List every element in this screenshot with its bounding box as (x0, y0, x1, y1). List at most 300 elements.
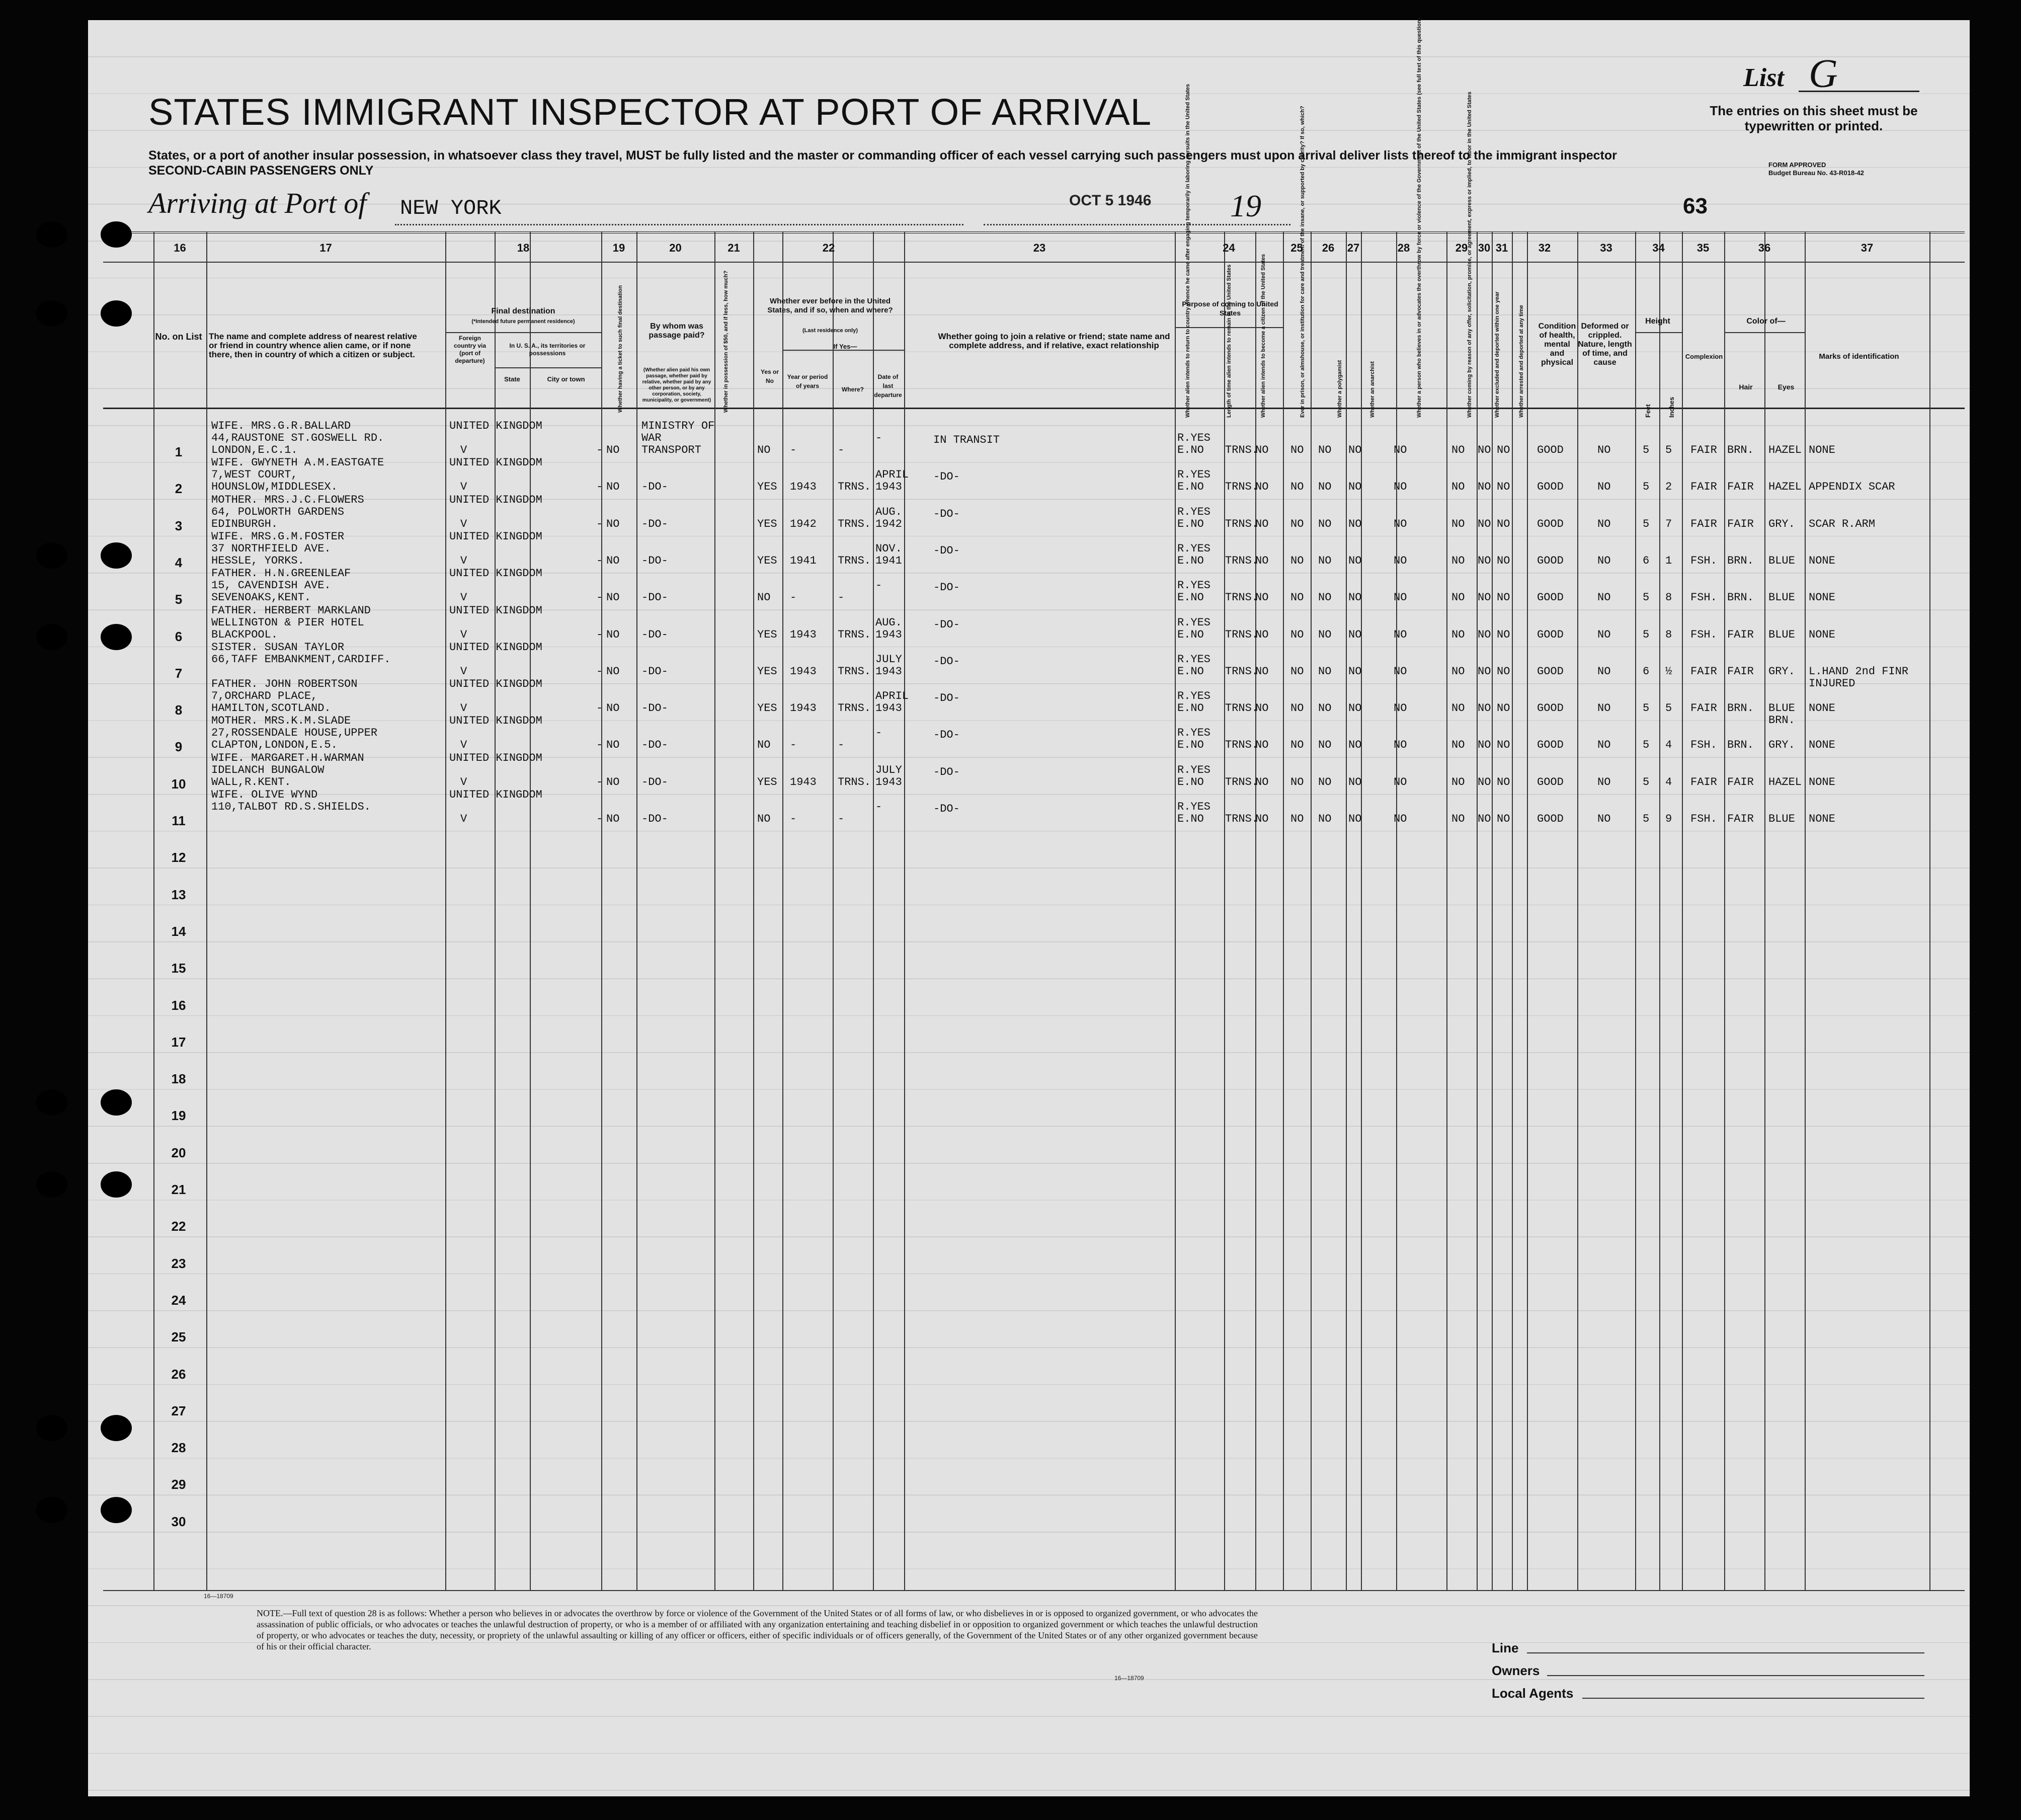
ever-before-value: YES (757, 665, 777, 678)
header-passage-note: (Whether alien paid his own passage, whether paid by relative, whether paid by any other person, or by any corporation, society, municipality, or government) (642, 367, 711, 403)
punch-hole (36, 1089, 67, 1116)
foreign-country: UNITED KINGDOM (449, 530, 542, 543)
row-number: 12 (171, 850, 186, 865)
last-departure-date: - (875, 579, 882, 592)
ticket-value: NO (606, 591, 620, 604)
column-divider (753, 231, 754, 1590)
foreign-country: UNITED KINGDOM (449, 788, 542, 801)
page-subtitle: States, or a port of another insular possession, in whatsoever class they travel, MUST be fully listed and the master or commanding officer of each vessel carrying such passengers must upon arrival deliver lists thereof to the immigrant inspector (148, 148, 1617, 163)
year-value: 1941 (790, 554, 817, 567)
header-purpose-return: Whether alien intends to return to country whence he came after engaging temporarily in laboring pursuits in the United States (1185, 84, 1191, 418)
purpose-return: R.YES (1177, 505, 1211, 518)
table-top-rule (103, 231, 1965, 233)
question-28-note: NOTE.—Full text of question 28 is as follows: Whether a person who believes in or advocates the overthrow by force or violence of the Government of the United States or of all forms of law, or who disbelieves in or is opposed to organized government, or who advocates the assassination of public officials, or who advocates or teaches the unlawful destruction of property, or who is a member of or affiliated with any organization entertaining and teaching disbelief in or opposition to organized government or which teaches the unlawful destruction of property, or who advocates or teaches the duty, necessity, or propriety of the unlawful assaulting or killing of any officer or officers, either of specific individuals or of officers generally, of the Government of the United States or of any other organized government because of his or their official character. (257, 1608, 1258, 1651)
destination-subrule (445, 332, 601, 333)
purpose-return: R.YES (1177, 616, 1211, 629)
excluded-answer: NO (1478, 702, 1491, 715)
health-value: GOOD (1537, 813, 1564, 825)
height-inches: 4 (1665, 739, 1672, 752)
identification-marks: NONE (1809, 775, 1835, 788)
relative-address-line: IDELANCH BUNGALOW (211, 763, 325, 776)
height-inches: 5 (1665, 702, 1672, 715)
anarchist-answer: NO (1348, 517, 1362, 530)
column-number: 32 (1538, 242, 1551, 254)
prison-answer: NO (1290, 702, 1304, 715)
relative-address-line: WALL,R.KENT. (211, 775, 291, 788)
complexion-value: FAIR (1690, 444, 1717, 456)
state-value: V (460, 628, 467, 641)
hair-color: BRN. (1727, 591, 1754, 604)
length-of-stay: TRNS. (1225, 554, 1259, 567)
ticket-value: NO (606, 517, 620, 530)
where-value: - (838, 444, 845, 456)
row-number: 29 (171, 1477, 186, 1492)
header-last-residence: (Last residence only) (802, 328, 858, 334)
column-divider (1361, 231, 1362, 1590)
column-divider (1175, 231, 1176, 1590)
complexion-value: FSH. (1690, 739, 1717, 752)
header-anarchist: Whether an anarchist (1369, 361, 1376, 418)
labor-offer-answer: NO (1451, 775, 1465, 788)
row-number: 13 (171, 887, 186, 902)
foreign-country: UNITED KINGDOM (449, 678, 542, 691)
column-divider (714, 231, 715, 1590)
polygamist-answer: NO (1318, 739, 1332, 752)
header-arrested: Whether arrested and deported at any time (1518, 305, 1524, 418)
destination-dash: - (596, 813, 603, 825)
year-value: 1942 (790, 517, 817, 530)
last-departure-date: AUG. 1942 (875, 505, 902, 530)
year-value: 1943 (790, 775, 817, 788)
state-value: V (460, 517, 467, 530)
foreign-country: UNITED KINGDOM (449, 456, 542, 469)
excluded-answer: NO (1478, 739, 1491, 752)
column-divider (601, 231, 602, 1590)
ticket-value: NO (606, 813, 620, 825)
header-where: Where? (841, 386, 864, 393)
row-number: 21 (171, 1182, 186, 1197)
polygamist-answer: NO (1318, 813, 1332, 825)
punch-hole (36, 1497, 67, 1523)
deformed-value: NO (1597, 591, 1611, 604)
punch-hole (101, 542, 132, 569)
overthrow-answer: NO (1394, 775, 1407, 788)
ticket-value: NO (606, 775, 620, 788)
arrested-answer: NO (1497, 517, 1510, 530)
length-of-stay: TRNS. (1225, 444, 1259, 456)
citizen-intent: NO (1255, 813, 1269, 825)
punch-hole (36, 1171, 67, 1198)
prison-answer: NO (1290, 813, 1304, 825)
arrested-answer: NO (1497, 739, 1510, 752)
destination-dash: - (596, 554, 603, 567)
row-number: 6 (175, 628, 183, 644)
where-value: TRNS. (838, 702, 871, 715)
passage-paid-line: WAR (641, 432, 662, 444)
line-label: Line (1492, 1640, 1519, 1655)
relative-address-line: FATHER. H.N.GREENLEAF (211, 567, 351, 580)
height-feet: 5 (1643, 591, 1650, 604)
anarchist-answer: NO (1348, 702, 1362, 715)
length-of-stay: TRNS. (1225, 481, 1259, 494)
height-feet: 5 (1643, 813, 1650, 825)
header-become-citizen: Whether alien intends to become a citizen of the United States (1260, 254, 1266, 418)
column-divider (153, 231, 154, 1590)
eye-color: HAZEL (1768, 775, 1802, 788)
where-value: TRNS. (838, 517, 871, 530)
hair-color: FAIR (1727, 813, 1754, 825)
usa-subrule (495, 367, 601, 368)
last-departure-date: AUG. 1943 (875, 616, 902, 641)
citizen-intent: NO (1255, 628, 1269, 641)
relative-address-line: HAMILTON,SCOTLAND. (211, 702, 331, 715)
row-number: 28 (171, 1440, 186, 1456)
column-divider (873, 231, 874, 1590)
state-value: V (460, 739, 467, 752)
year-value: - (790, 444, 797, 456)
passage-paid-line: -DO- (641, 739, 668, 752)
year-value: 1943 (790, 628, 817, 641)
header-if-yes: If Yes— (833, 343, 857, 350)
column-divider (1311, 231, 1312, 1590)
row-number: 25 (171, 1329, 186, 1345)
anarchist-answer: NO (1348, 665, 1362, 678)
eye-color: GRY. (1768, 517, 1795, 530)
column-divider (782, 231, 783, 1590)
hair-color: FAIR (1727, 481, 1754, 494)
column-number: 28 (1397, 242, 1410, 254)
row-number: 1 (175, 444, 183, 459)
header-passage-paid: By whom was passage paid? (649, 322, 705, 340)
identification-marks: APPENDIX SCAR (1809, 481, 1895, 494)
header-bottom-rule (103, 408, 1965, 409)
purpose-return: R.YES (1177, 653, 1211, 666)
year-prefix: 19 (1230, 189, 1261, 223)
column-divider (1635, 231, 1636, 1590)
header-feet: Feet (1644, 404, 1652, 418)
relative-address-line: LONDON,E.C.1. (211, 444, 298, 456)
column-number: 16 (174, 242, 186, 254)
hair-color: BRN. (1727, 702, 1754, 715)
passage-paid-line: -DO- (641, 481, 668, 494)
polygamist-answer: NO (1318, 444, 1332, 456)
height-feet: 5 (1643, 702, 1650, 715)
column-number: 37 (1861, 242, 1874, 254)
table-bottom-rule (103, 1590, 1965, 1591)
hair-color: BRN. (1727, 444, 1754, 456)
column-number: 20 (669, 242, 682, 254)
year-value: 1943 (790, 702, 817, 715)
excluded-answer: NO (1478, 813, 1491, 825)
relative-address-line: HESSLE, YORKS. (211, 554, 304, 567)
column-divider (530, 231, 531, 1590)
column-divider (1805, 231, 1806, 1590)
ever-before-value: NO (757, 591, 771, 604)
foreign-country: UNITED KINGDOM (449, 751, 542, 764)
relative-address-line: 64, POLWORTH GARDENS (211, 505, 345, 518)
relative-address-line: WIFE. MRS.G.R.BALLARD (211, 420, 351, 432)
state-value: V (460, 775, 467, 788)
ever-before-value: YES (757, 517, 777, 530)
deformed-value: NO (1597, 702, 1611, 715)
where-value: - (838, 591, 845, 604)
purpose-return: R.YES (1177, 542, 1211, 555)
height-subrule (1635, 332, 1682, 333)
relative-address-line: FATHER. JOHN ROBERTSON (211, 678, 358, 691)
destination-dash: - (596, 628, 603, 641)
height-inches: 4 (1665, 775, 1672, 788)
row-number: 23 (171, 1255, 186, 1271)
height-feet: 6 (1643, 554, 1650, 567)
last-departure-date: APRIL 1943 (875, 690, 909, 715)
foreign-country: UNITED KINGDOM (449, 715, 542, 728)
deformed-value: NO (1597, 739, 1611, 752)
hair-color: FAIR (1727, 775, 1754, 788)
complexion-value: FAIR (1690, 702, 1717, 715)
column-divider (1682, 231, 1683, 1590)
labor-offer-answer: NO (1451, 665, 1465, 678)
relative-address-line: 7,ORCHARD PLACE, (211, 690, 318, 703)
deformed-value: NO (1597, 665, 1611, 678)
header-marks: Marks of identification (1819, 352, 1899, 361)
header-destination-note: (*Intended future permanent residence) (471, 319, 575, 325)
relative-address-line: SISTER. SUSAN TAYLOR (211, 641, 345, 654)
eye-color: GRY. (1768, 739, 1795, 752)
header-overthrow: Whether a person who believes in or advocates the overthrow by force or violence of the Government of the United States (see full text of this question) (1416, 18, 1422, 418)
anarchist-answer: NO (1348, 628, 1362, 641)
local-agents-field (1582, 1698, 1924, 1699)
height-inches: 9 (1665, 813, 1672, 825)
excluded-answer: NO (1478, 665, 1491, 678)
join-relative-value: IN TRANSIT (933, 434, 1000, 446)
purpose-employment: E.NO (1177, 739, 1204, 752)
punch-hole (101, 624, 132, 650)
column-number: 34 (1652, 242, 1665, 254)
column-divider (495, 231, 496, 1590)
destination-dash: - (596, 665, 603, 678)
punch-hole (101, 1415, 132, 1441)
destination-dash: - (596, 481, 603, 494)
height-feet: 5 (1643, 628, 1650, 641)
column-divider (636, 231, 637, 1590)
complexion-value: FAIR (1690, 775, 1717, 788)
purpose-return: R.YES (1177, 579, 1211, 592)
row-number: 24 (171, 1292, 186, 1308)
hair-color: FAIR (1727, 517, 1754, 530)
eye-color: BLUE BRN. (1768, 702, 1795, 727)
height-inches: 8 (1665, 591, 1672, 604)
form-approved-label: FORM APPROVED (1768, 161, 1826, 169)
header-final-destination: Final destination (491, 307, 555, 315)
header-in-usa: In U. S. A., its territories or possessions (509, 342, 586, 357)
header-inches: Inches (1668, 397, 1675, 418)
row-number: 18 (171, 1071, 186, 1087)
labor-offer-answer: NO (1451, 591, 1465, 604)
header-color-of: Color of— (1746, 317, 1786, 326)
where-value: - (838, 739, 845, 752)
overthrow-answer: NO (1394, 739, 1407, 752)
join-relative-value: -DO- (933, 729, 960, 742)
punch-hole (36, 300, 67, 327)
last-departure-date: - (875, 801, 882, 813)
port-underline (395, 224, 963, 225)
column-number: 31 (1495, 242, 1508, 254)
labor-offer-answer: NO (1451, 444, 1465, 456)
ticket-value: NO (606, 628, 620, 641)
date-stamp: OCT 5 1946 (1069, 192, 1152, 209)
column-divider (1477, 231, 1478, 1590)
row-number: 20 (171, 1145, 186, 1160)
column-number: 17 (319, 242, 332, 254)
citizen-intent: NO (1255, 517, 1269, 530)
ever-before-value: YES (757, 628, 777, 641)
citizen-intent: NO (1255, 481, 1269, 494)
join-relative-value: -DO- (933, 765, 960, 778)
deformed-value: NO (1597, 517, 1611, 530)
ticket-value: NO (606, 702, 620, 715)
join-relative-value: -DO- (933, 581, 960, 594)
header-fifty-dollars: Whether in possession of $50, and if less, how much? (723, 270, 729, 413)
column-divider (1577, 231, 1578, 1590)
hair-color: FAIR (1727, 665, 1754, 678)
excluded-answer: NO (1478, 591, 1491, 604)
polygamist-answer: NO (1318, 591, 1332, 604)
passage-paid-line: -DO- (641, 702, 668, 715)
where-value: TRNS. (838, 554, 871, 567)
eye-color: GRY. (1768, 665, 1795, 678)
row-number: 14 (171, 923, 186, 939)
anarchist-answer: NO (1348, 591, 1362, 604)
column-number: 18 (517, 242, 530, 254)
prison-answer: NO (1290, 665, 1304, 678)
anarchist-answer: NO (1348, 554, 1362, 567)
join-relative-value: -DO- (933, 692, 960, 705)
ever-before-value: YES (757, 554, 777, 567)
citizen-intent: NO (1255, 739, 1269, 752)
citizen-intent: NO (1255, 444, 1269, 456)
relative-address-line: MOTHER. MRS.K.M.SLADE (211, 715, 351, 728)
column-divider (833, 231, 834, 1590)
overthrow-answer: NO (1394, 628, 1407, 641)
ever-before-value: NO (757, 813, 771, 825)
polygamist-answer: NO (1318, 702, 1332, 715)
column-number: 35 (1696, 242, 1710, 254)
column-divider (1283, 231, 1284, 1590)
punch-hole (101, 300, 132, 327)
punch-hole (36, 221, 67, 248)
prison-answer: NO (1290, 444, 1304, 456)
polygamist-answer: NO (1318, 481, 1332, 494)
row-number: 19 (171, 1108, 186, 1124)
prison-answer: NO (1290, 517, 1304, 530)
arrested-answer: NO (1497, 481, 1510, 494)
foreign-country: UNITED KINGDOM (449, 604, 542, 617)
health-value: GOOD (1537, 444, 1564, 456)
cabin-class: SECOND-CABIN PASSENGERS ONLY (148, 164, 374, 178)
color-subrule (1724, 332, 1805, 333)
relative-address-line: 15, CAVENDISH AVE. (211, 579, 331, 592)
polygamist-answer: NO (1318, 517, 1332, 530)
overthrow-answer: NO (1394, 554, 1407, 567)
column-number: 30 (1478, 242, 1491, 254)
column-number: 19 (612, 242, 625, 254)
overthrow-answer: NO (1394, 481, 1407, 494)
header-excluded: Whether excluded and deported within one year (1494, 291, 1500, 418)
arrested-answer: NO (1497, 665, 1510, 678)
prison-answer: NO (1290, 591, 1304, 604)
deformed-value: NO (1597, 628, 1611, 641)
height-inches: 1 (1665, 554, 1672, 567)
header-labor-offer: Whether coming by reason of any offer, solicitation, promise, or agreement, express or implied, to labor in the United States (1467, 92, 1473, 418)
arrested-answer: NO (1497, 775, 1510, 788)
destination-dash: - (596, 775, 603, 788)
purpose-return: R.YES (1177, 468, 1211, 482)
prison-answer: NO (1290, 554, 1304, 567)
height-feet: 5 (1643, 517, 1650, 530)
arrested-answer: NO (1497, 628, 1510, 641)
where-value: - (838, 813, 845, 825)
deformed-value: NO (1597, 444, 1611, 456)
height-feet: 6 (1643, 665, 1650, 678)
identification-marks: NONE (1809, 628, 1835, 641)
length-of-stay: TRNS. (1225, 517, 1259, 530)
print-code-left: 16—18709 (204, 1593, 233, 1600)
overthrow-answer: NO (1394, 517, 1407, 530)
header-height: Height (1645, 317, 1670, 326)
health-value: GOOD (1537, 517, 1564, 530)
column-divider (1396, 231, 1397, 1590)
deformed-value: NO (1597, 813, 1611, 825)
passage-paid-line: -DO- (641, 775, 668, 788)
purpose-return: R.YES (1177, 727, 1211, 740)
column-divider (1764, 231, 1765, 1590)
state-value: V (460, 591, 467, 604)
where-value: TRNS. (838, 628, 871, 641)
complexion-value: FSH. (1690, 554, 1717, 567)
purpose-employment: E.NO (1177, 591, 1204, 604)
overthrow-answer: NO (1394, 702, 1407, 715)
purpose-employment: E.NO (1177, 481, 1204, 494)
row-number: 7 (175, 665, 183, 681)
header-year: Year or period of years (787, 373, 828, 389)
labor-offer-answer: NO (1451, 481, 1465, 494)
purpose-employment: E.NO (1177, 628, 1204, 641)
relative-address-line: MOTHER. MRS.J.C.FLOWERS (211, 493, 364, 506)
column-number: 33 (1600, 242, 1612, 254)
relative-address-line: WIFE. MARGARET.H.WARMAN (211, 751, 364, 764)
purpose-employment: E.NO (1177, 665, 1204, 678)
owners-label: Owners (1492, 1663, 1540, 1678)
height-feet: 5 (1643, 481, 1650, 494)
relative-address-line: WIFE. GWYNETH A.M.EASTGATE (211, 456, 384, 469)
eye-color: BLUE (1768, 591, 1795, 604)
destination-dash: - (596, 444, 603, 456)
polygamist-answer: NO (1318, 554, 1332, 567)
header-prison: Ever in prison, or almshouse, or institution for care and treatment of the insane, or supported by charity? If so, which? (1300, 106, 1306, 418)
arrested-answer: NO (1497, 702, 1510, 715)
punch-hole (101, 1089, 132, 1116)
row-number: 8 (175, 702, 183, 718)
last-departure-date: APRIL 1943 (875, 468, 909, 494)
ticket-value: NO (606, 444, 620, 456)
passage-paid-line: -DO- (641, 554, 668, 567)
complexion-value: FAIR (1690, 481, 1717, 494)
citizen-intent: NO (1255, 775, 1269, 788)
column-divider (1527, 231, 1528, 1590)
column-divider (1446, 231, 1447, 1590)
destination-dash: - (596, 517, 603, 530)
last-departure-date: JULY 1943 (875, 653, 902, 678)
